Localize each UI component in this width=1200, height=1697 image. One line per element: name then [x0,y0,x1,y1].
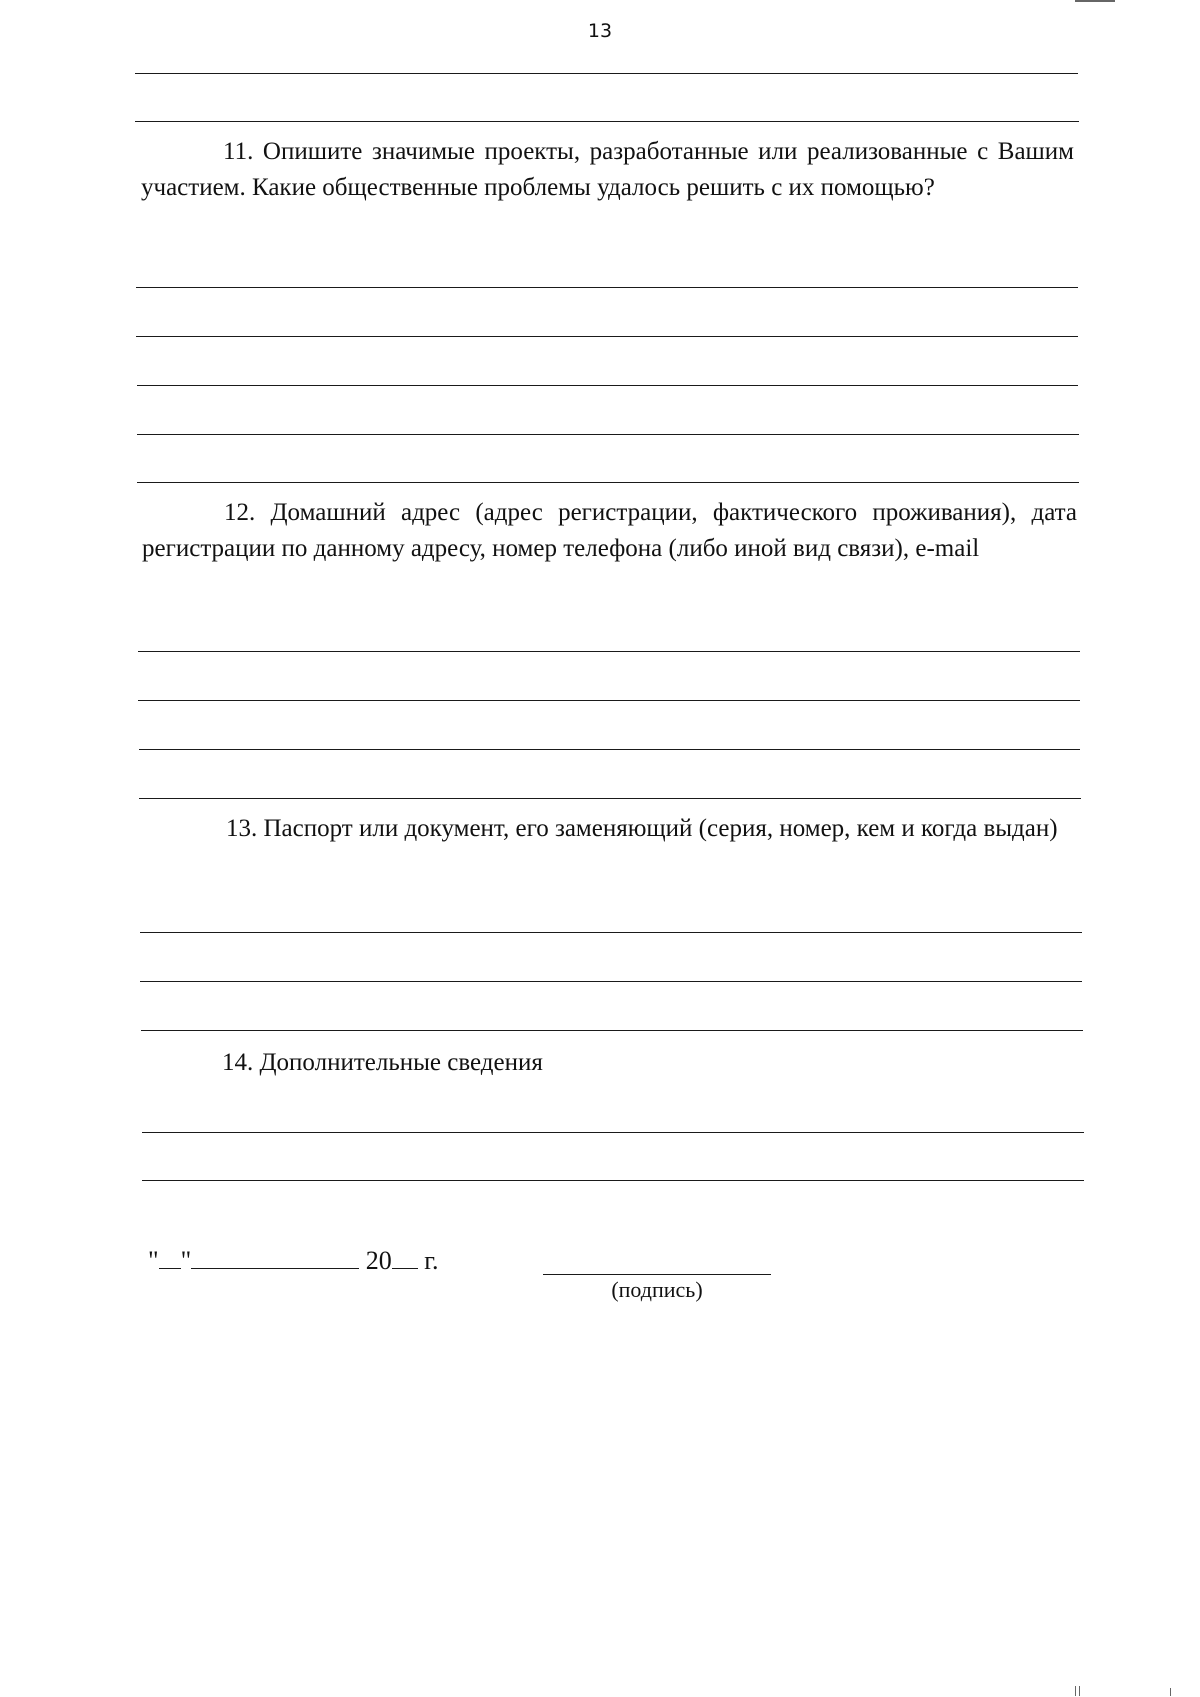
answer-line[interactable] [140,981,1082,982]
answer-line[interactable] [142,1132,1084,1133]
answer-line[interactable] [139,798,1081,799]
scan-mark [1079,1686,1080,1696]
scan-mark [1075,1686,1076,1696]
month-blank[interactable] [191,1246,359,1269]
question-14-text: 14. Дополнительные сведения [222,1049,543,1076]
date-field [148,1246,438,1276]
answer-line[interactable] [137,385,1078,386]
answer-line[interactable] [137,482,1079,483]
answer-line[interactable] [135,73,1078,74]
answer-line[interactable] [137,434,1079,435]
answer-line[interactable] [135,121,1079,122]
answer-line[interactable] [136,336,1078,337]
question-11-text: 11. Опишите значимые проекты, разработанные или реализованные с Вашим участием. Какие общественные проблемы удалось решить с их помощью? [141,138,1074,201]
answer-line[interactable] [139,749,1080,750]
page-number: 13 [587,20,613,42]
answer-line[interactable] [141,1030,1083,1031]
answer-line[interactable] [138,651,1080,652]
answer-line[interactable] [136,287,1078,288]
question-12-text: 12. Домашний адрес (адрес регистрации, фактического проживания), дата регистрации по данному адресу, номер телефона (либо иной вид связи), e-mail [142,499,1077,562]
signature-caption: (подпись) [611,1277,703,1302]
open-quote: " [148,1246,159,1275]
scan-mark [1170,1688,1171,1696]
answer-line[interactable] [142,1180,1084,1181]
question-13-text: 13. Паспорт или документ, его заменяющий (серия, номер, кем и когда выдан) [226,815,1058,842]
signature-line[interactable] [543,1274,771,1275]
year-suffix: г. [424,1246,439,1275]
answer-line[interactable] [140,932,1082,933]
answer-line[interactable] [138,700,1080,701]
close-quote: " [180,1246,192,1275]
year-prefix: 20 [365,1246,392,1275]
scan-mark [1075,0,1115,2]
day-blank[interactable] [159,1246,181,1269]
year-blank[interactable] [392,1246,418,1269]
